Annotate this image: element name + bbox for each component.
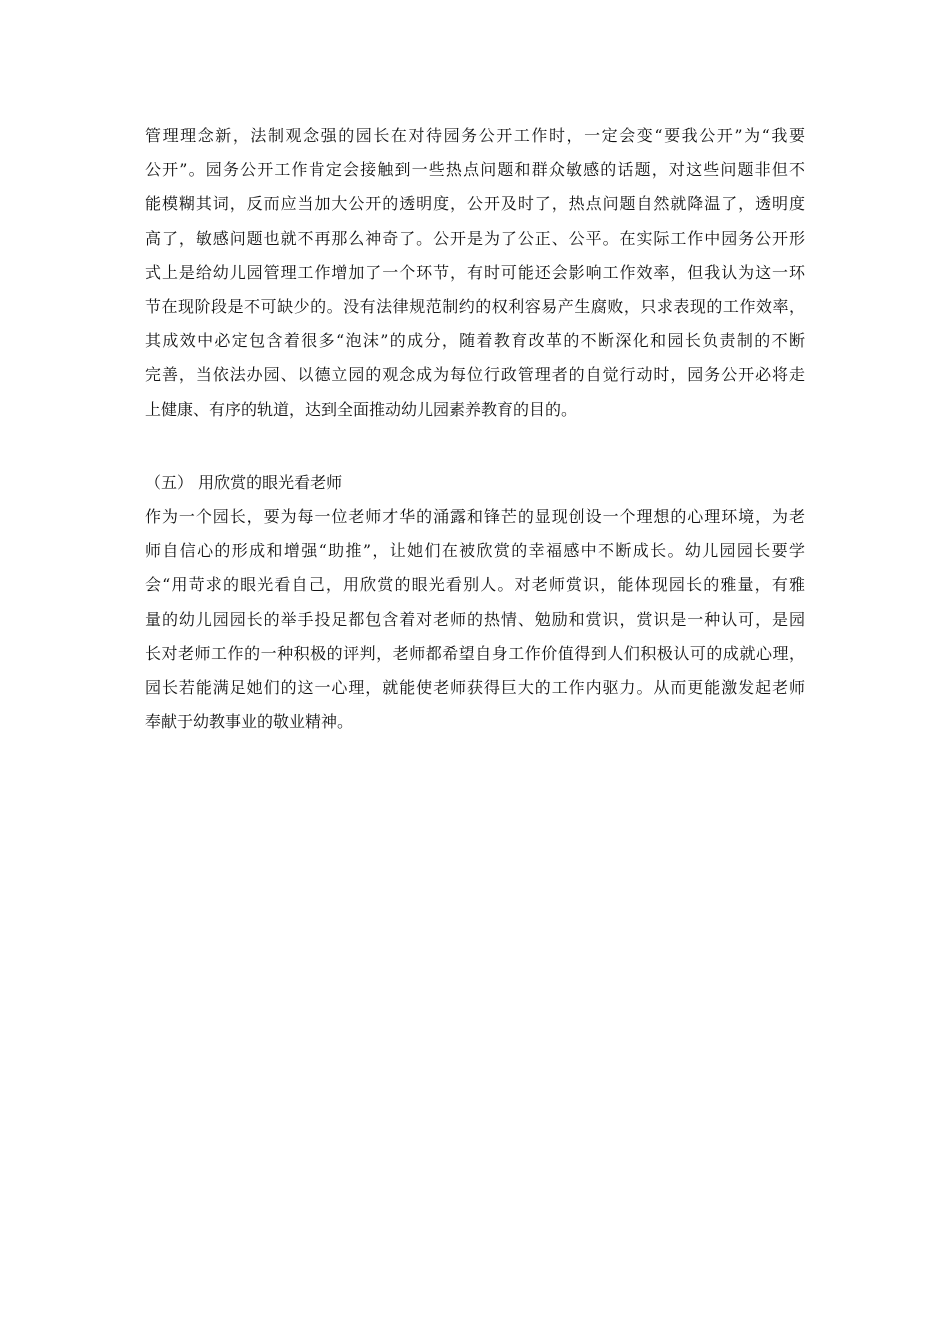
paragraph-line: 节在现阶段是不可缺少的。没有法律规范制约的权利容易产生腐败，只求表现的工作效率，: [145, 297, 805, 317]
paragraph-line: 奉献于幼教事业的敬业精神。: [145, 712, 354, 732]
paragraph-line: 长对老师工作的一种积极的评判，老师都希望自身工作价值得到人们积极认可的成就心理，: [145, 643, 805, 663]
paragraph-line: 式上是给幼儿园管理工作增加了一个环节，有时可能还会影响工作效率，但我认为这一环: [145, 262, 805, 282]
paragraph-line: 量的幼儿园园长的举手投足都包含着对老师的热情、勉励和赏识，赏识是一种认可，是园: [145, 609, 805, 629]
paragraph-line: 能模糊其词，反而应当加大公开的透明度，公开及时了，热点问题自然就降温了，透明度: [145, 194, 805, 214]
paragraph-1: [145, 119, 805, 427]
paragraph-2: [145, 500, 805, 739]
paragraph-line: 园长若能满足她们的这一心理，就能使老师获得巨大的工作内驱力。从而更能激发起老师: [145, 678, 805, 698]
paragraph-line: 其成效中必定包含着很多“泡沫”的成分，随着教育改革的不断深化和园长负责制的不断: [145, 331, 805, 351]
paragraph-line: 高了，敏感问题也就不再那么神奇了。公开是为了公正、公平。在实际工作中园务公开形: [145, 228, 805, 248]
paragraph-line: 公开”。园务公开工作肯定会接触到一些热点问题和群众敏感的话题，对这些问题非但不: [145, 160, 805, 180]
paragraph-line: 会“用苛求的眼光看自己，用欣赏的眼光看别人。对老师赏识，能体现园长的雅量，有雅: [145, 575, 805, 595]
paragraph-line: 管理理念新，法制观念强的园长在对待园务公开工作时，一定会变“要我公开”为“我要: [145, 126, 805, 145]
section-heading: （五） 用欣赏的眼光看老师: [145, 473, 343, 492]
paragraph-line: 作为一个园长，要为每一位老师才华的涌露和锋芒的显现创设一个理想的心理环境，为老: [145, 507, 805, 526]
paragraph-line: 上健康、有序的轨道，达到全面推动幼儿园素养教育的目的。: [145, 399, 578, 419]
paragraph-line: 完善，当依法办园、以德立园的观念成为每位行政管理者的自觉行动时，园务公开必将走: [145, 365, 805, 385]
paragraph-line: 师自信心的形成和增强“助推”，让她们在被欣赏的幸福感中不断成长。幼儿园园长要学: [145, 541, 805, 561]
